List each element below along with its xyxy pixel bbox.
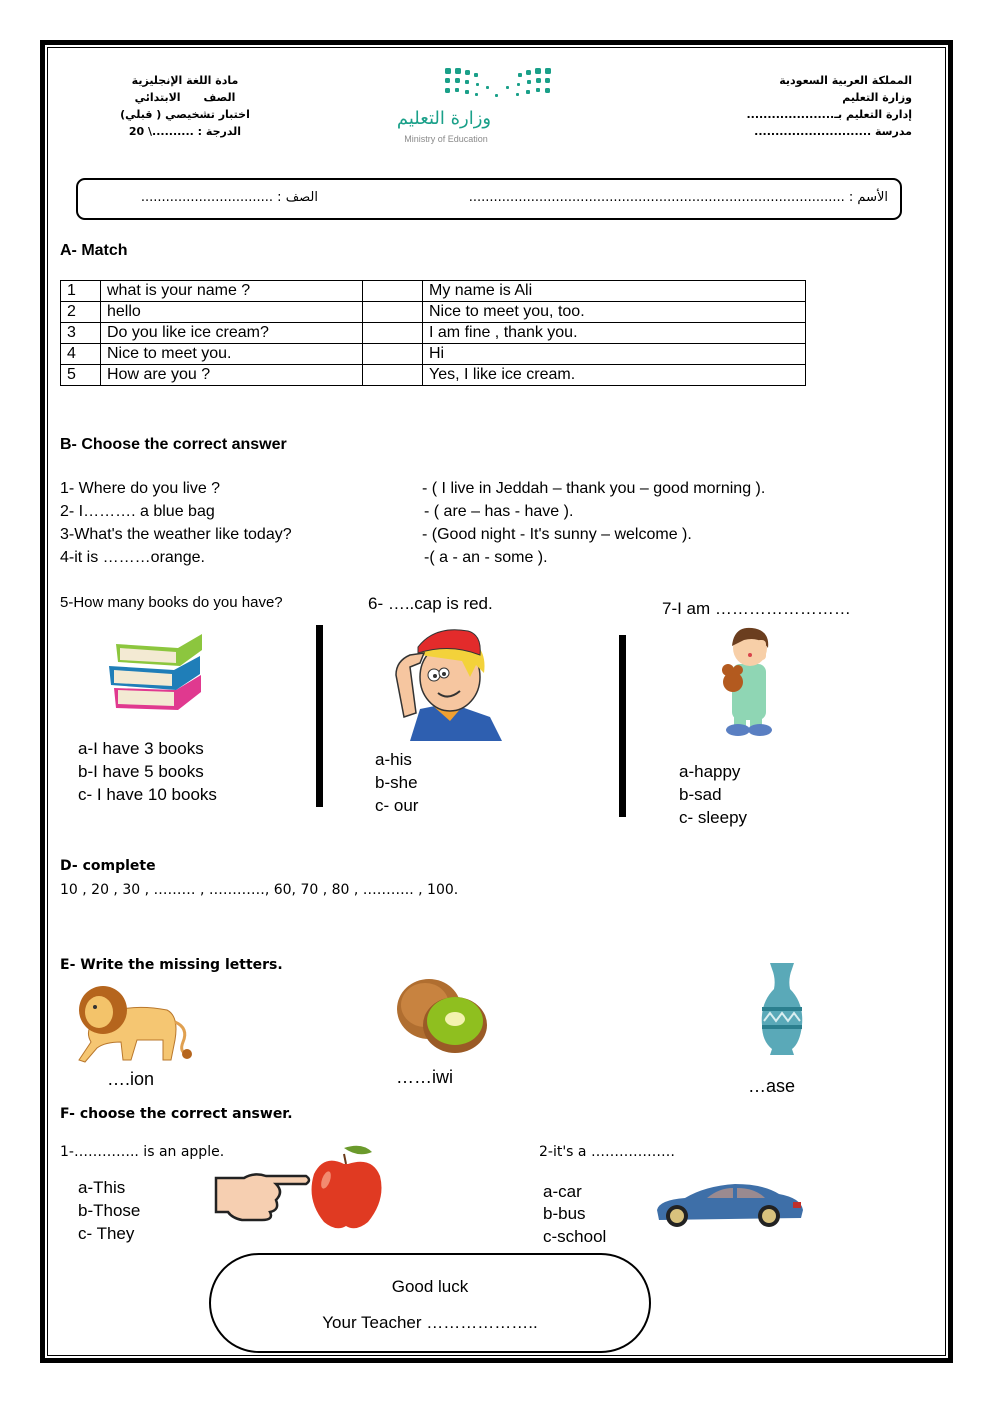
answer-cell: I am fine , thank you. (423, 323, 806, 344)
school-line: مدرسة ............................ (754, 125, 912, 138)
student-info-box (76, 178, 902, 220)
q7-option-c[interactable]: c- sleepy (679, 808, 748, 827)
q5-option-b[interactable]: b-I have 5 books (78, 762, 204, 781)
b-options-2: - ( are – has - have ). (424, 503, 574, 520)
vase-word[interactable]: …ase (748, 1076, 796, 1096)
table-row (61, 281, 806, 302)
section-a-title: A- Match (60, 242, 128, 259)
q6-option-c[interactable]: c- our (375, 796, 419, 815)
f2-option-b[interactable]: b-bus (543, 1204, 586, 1223)
header-subject-info (95, 72, 275, 140)
q5-question: 5-How many books do you have? (60, 594, 283, 611)
logo-arabic-text: وزارة التعليم (396, 108, 492, 129)
b-options-4: -( a - an - some ). (424, 549, 548, 566)
answer-cell: Yes, I like ice cream. (423, 365, 806, 386)
f-question-2: 2-it's a ……………… (539, 1144, 675, 1160)
row-number: 4 (61, 344, 101, 365)
number-sequence[interactable]: 10 , 20 , 30 , ……… , …………, 60, 70 , 80 , ……….. , 100. (60, 882, 459, 898)
b-question-4: 4-it is ………orange. (60, 549, 205, 566)
q5-option-c[interactable]: c- I have 10 books (78, 785, 217, 804)
car-icon (655, 1180, 805, 1230)
answer-slot[interactable] (363, 365, 423, 386)
f-question-1: 1-………….. is an apple. (60, 1144, 225, 1160)
section-e-title: E- Write the missing letters. (60, 957, 283, 973)
table-row (61, 302, 806, 323)
section-f-title: F- choose the correct answer. (60, 1106, 293, 1122)
education-dept-line: إدارة التعليم بـ..................... (746, 108, 912, 121)
boy-red-cap-icon (390, 625, 504, 741)
answer-cell: My name is Ali (423, 281, 806, 302)
divider-bar-1 (316, 625, 323, 807)
f1-option-c[interactable]: c- They (78, 1224, 135, 1243)
sleepy-child-icon (716, 624, 786, 738)
answer-cell: Nice to meet you, too. (423, 302, 806, 323)
section-b-title: B- Choose the correct answer (60, 436, 287, 453)
b-options-3: - (Good night - It's sunny – welcome ). (422, 526, 692, 543)
exam-type-line: اختبار تشخيصي ( قبلي) (120, 108, 250, 121)
header-school-info (700, 72, 912, 140)
teacher-signature: Your Teacher ……………….. (322, 1313, 538, 1332)
answer-slot[interactable] (363, 344, 423, 365)
grade-line: الصف الابتدائي (134, 91, 236, 104)
f2-option-a[interactable]: a-car (543, 1182, 582, 1201)
table-row (61, 323, 806, 344)
answer-slot[interactable] (363, 323, 423, 344)
kingdom-line: المملكة العربية السعودية (779, 74, 912, 87)
f1-option-a[interactable]: a-This (78, 1178, 126, 1197)
table-row (61, 344, 806, 365)
table-row (61, 365, 806, 386)
q7-option-b[interactable]: b-sad (679, 785, 722, 804)
question-cell: Do you like ice cream? (101, 323, 363, 344)
match-table (60, 280, 806, 386)
score-line: الدرجة : ..........\ 20 (128, 125, 242, 138)
row-number: 1 (61, 281, 101, 302)
hand-pointing-apple-icon (214, 1140, 389, 1232)
b-question-3: 3-What's the weather like today? (60, 526, 292, 543)
lion-word[interactable]: ….ion (107, 1069, 155, 1089)
row-number: 2 (61, 302, 101, 323)
question-cell: what is your name ? (101, 281, 363, 302)
answer-slot[interactable] (363, 281, 423, 302)
good-luck-box (209, 1253, 651, 1353)
subject-line: مادة اللغة الإنجليزية (131, 74, 239, 87)
row-number: 5 (61, 365, 101, 386)
vase-icon (760, 963, 804, 1057)
logo-english-text: Ministry of Education (404, 134, 488, 144)
section-d-title: D- complete (60, 858, 156, 874)
q7-option-a[interactable]: a-happy (679, 762, 741, 781)
q6-question: 6- …..cap is red. (368, 594, 493, 613)
row-number: 3 (61, 323, 101, 344)
ministry-line: وزارة التعليم (842, 91, 912, 104)
q6-option-a[interactable]: a-his (375, 750, 412, 769)
answer-cell: Hi (423, 344, 806, 365)
lion-icon (75, 982, 195, 1066)
question-cell: hello (101, 302, 363, 323)
divider-bar-2 (619, 635, 626, 817)
ministry-logo (388, 66, 558, 150)
books-icon (106, 630, 206, 712)
question-cell: How are you ? (101, 365, 363, 386)
f1-option-b[interactable]: b-Those (78, 1201, 141, 1220)
f2-option-c[interactable]: c-school (543, 1227, 607, 1246)
student-name-field[interactable]: الأسم : ........................................................................................... (468, 190, 888, 205)
question-cell: Nice to meet you. (101, 344, 363, 365)
q5-option-a[interactable]: a-I have 3 books (78, 739, 204, 758)
answer-slot[interactable] (363, 302, 423, 323)
q6-option-b[interactable]: b-she (375, 773, 418, 792)
student-class-field[interactable]: الصف : ................................ (140, 190, 318, 205)
b-question-1: 1- Where do you live ? (60, 480, 221, 497)
q7-question: 7-I am …………………… (662, 599, 851, 618)
b-options-1: - ( I live in Jeddah – thank you – good morning ). (422, 480, 766, 497)
good-luck-text: Good luck (391, 1277, 469, 1296)
kiwi-icon (395, 975, 489, 1055)
kiwi-word[interactable]: ……iwi (396, 1067, 453, 1087)
b-question-2: 2- I………. a blue bag (60, 503, 215, 520)
